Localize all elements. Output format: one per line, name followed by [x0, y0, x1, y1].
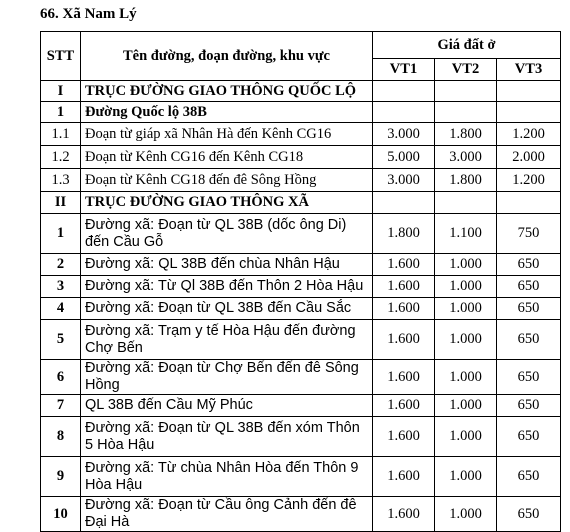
- vt1-cell: 1.600: [373, 457, 435, 497]
- stt-cell: 10: [41, 497, 81, 532]
- stt-cell: 4: [41, 298, 81, 320]
- section-heading: 66. Xã Nam Lý: [40, 6, 137, 22]
- stt-cell: 9: [41, 457, 81, 497]
- vt3-cell: [497, 81, 561, 102]
- vt3-cell: 1.200: [497, 123, 561, 146]
- name-cell: Đường Quốc lộ 38B: [81, 102, 373, 123]
- vt3-cell: 650: [497, 320, 561, 360]
- vt1-cell: 1.600: [373, 360, 435, 395]
- vt1-cell: 1.600: [373, 254, 435, 276]
- table-row: [41, 146, 561, 169]
- vt2-cell: 1.000: [435, 360, 497, 395]
- vt2-cell: 1.000: [435, 457, 497, 497]
- name-cell: Đoạn từ Kênh CG18 đến đê Sông Hồng: [81, 169, 373, 192]
- name-cell: Đường xã: Đoạn từ Cầu ông Cảnh đến đê Đại Hà: [81, 497, 373, 532]
- stt-cell: 1.3: [41, 169, 81, 192]
- name-cell: Đường xã: Đoạn từ QL 38B (dốc ông Di) đến Cầu Gỗ: [81, 214, 373, 254]
- vt3-cell: [497, 192, 561, 214]
- table-row: [41, 417, 561, 457]
- stt-cell: 1: [41, 102, 81, 123]
- name-cell: Đường xã: QL 38B đến chùa Nhân Hậu: [81, 254, 373, 276]
- stt-cell: 5: [41, 320, 81, 360]
- vt3-cell: 750: [497, 214, 561, 254]
- vt2-cell: [435, 192, 497, 214]
- name-cell: TRỤC ĐƯỜNG GIAO THÔNG XÃ: [81, 192, 373, 214]
- vt1-cell: 1.600: [373, 395, 435, 417]
- name-cell: Đường xã: Đoạn từ QL 38B đến Cầu Sắc: [81, 298, 373, 320]
- name-cell: Đường xã: Từ chùa Nhân Hòa đến Thôn 9 Hòa Hậu: [81, 457, 373, 497]
- vt3-cell: 2.000: [497, 146, 561, 169]
- vt3-cell: 650: [497, 298, 561, 320]
- table-row: [41, 320, 561, 360]
- vt2-cell: 1.000: [435, 276, 497, 298]
- vt1-cell: 1.600: [373, 497, 435, 532]
- vt2-cell: 1.000: [435, 254, 497, 276]
- vt1-cell: [373, 81, 435, 102]
- stt-cell: 8: [41, 417, 81, 457]
- table-row: [41, 169, 561, 192]
- vt1-cell: 3.000: [373, 169, 435, 192]
- table-row: [41, 360, 561, 395]
- vt1-cell: [373, 102, 435, 123]
- stt-cell: 1: [41, 214, 81, 254]
- stt-cell: 2: [41, 254, 81, 276]
- vt2-header: VT2: [435, 59, 497, 81]
- stt-cell: II: [41, 192, 81, 214]
- table-row: [41, 102, 561, 123]
- vt1-cell: 1.600: [373, 298, 435, 320]
- stt-cell: 6: [41, 360, 81, 395]
- table-row: [41, 192, 561, 214]
- vt2-cell: 1.800: [435, 123, 497, 146]
- table-row: [41, 298, 561, 320]
- table-row: [41, 123, 561, 146]
- vt3-cell: 650: [497, 497, 561, 532]
- vt3-cell: 1.200: [497, 169, 561, 192]
- name-cell: QL 38B đến Cầu Mỹ Phúc: [81, 395, 373, 417]
- vt3-cell: 650: [497, 276, 561, 298]
- table-row: [41, 254, 561, 276]
- vt1-header: VT1: [373, 59, 435, 81]
- vt3-cell: 650: [497, 457, 561, 497]
- table-row: [41, 457, 561, 497]
- vt1-cell: 5.000: [373, 146, 435, 169]
- vt2-cell: 1.000: [435, 497, 497, 532]
- vt2-cell: 1.100: [435, 214, 497, 254]
- vt2-cell: 1.000: [435, 320, 497, 360]
- name-cell: Đường xã: Đoạn từ Chợ Bến đến đê Sông Hồng: [81, 360, 373, 395]
- vt2-cell: 1.000: [435, 395, 497, 417]
- vt2-cell: 1.000: [435, 298, 497, 320]
- table-row: [41, 497, 561, 532]
- stt-cell: I: [41, 81, 81, 102]
- table-row: [41, 276, 561, 298]
- vt1-cell: 3.000: [373, 123, 435, 146]
- name-cell: Đường xã: Trạm y tế Hòa Hậu đến đường Chợ Bến: [81, 320, 373, 360]
- vt3-cell: [497, 102, 561, 123]
- vt1-cell: 1.600: [373, 417, 435, 457]
- stt-cell: 1.2: [41, 146, 81, 169]
- vt2-cell: 3.000: [435, 146, 497, 169]
- name-cell: TRỤC ĐƯỜNG GIAO THÔNG QUỐC LỘ: [81, 81, 373, 102]
- stt-cell: 3: [41, 276, 81, 298]
- vt1-cell: 1.600: [373, 276, 435, 298]
- vt1-cell: 1.600: [373, 320, 435, 360]
- vt1-cell: [373, 192, 435, 214]
- name-header: Tên đường, đoạn đường, khu vực: [81, 32, 373, 81]
- vt3-cell: 650: [497, 254, 561, 276]
- vt2-cell: 1.800: [435, 169, 497, 192]
- stt-cell: 1.1: [41, 123, 81, 146]
- stt-cell: 7: [41, 395, 81, 417]
- vt2-cell: [435, 102, 497, 123]
- vt3-cell: 650: [497, 417, 561, 457]
- land-price-table: [40, 31, 561, 532]
- vt3-cell: 650: [497, 395, 561, 417]
- vt2-cell: 1.000: [435, 417, 497, 457]
- vt3-header: VT3: [497, 59, 561, 81]
- name-cell: Đường xã: Đoạn từ QL 38B đến xóm Thôn 5 Hòa Hậu: [81, 417, 373, 457]
- name-cell: Đoạn từ Kênh CG16 đến Kênh CG18: [81, 146, 373, 169]
- table-row: [41, 395, 561, 417]
- name-cell: Đoạn từ giáp xã Nhân Hà đến Kênh CG16: [81, 123, 373, 146]
- name-cell: Đường xã: Từ Ql 38B đến Thôn 2 Hòa Hậu: [81, 276, 373, 298]
- vt2-cell: [435, 81, 497, 102]
- table-row: [41, 214, 561, 254]
- vt3-cell: 650: [497, 360, 561, 395]
- vt1-cell: 1.800: [373, 214, 435, 254]
- table-row: [41, 81, 561, 102]
- price-group-header: Giá đất ở: [373, 32, 561, 59]
- stt-header: STT: [41, 32, 81, 81]
